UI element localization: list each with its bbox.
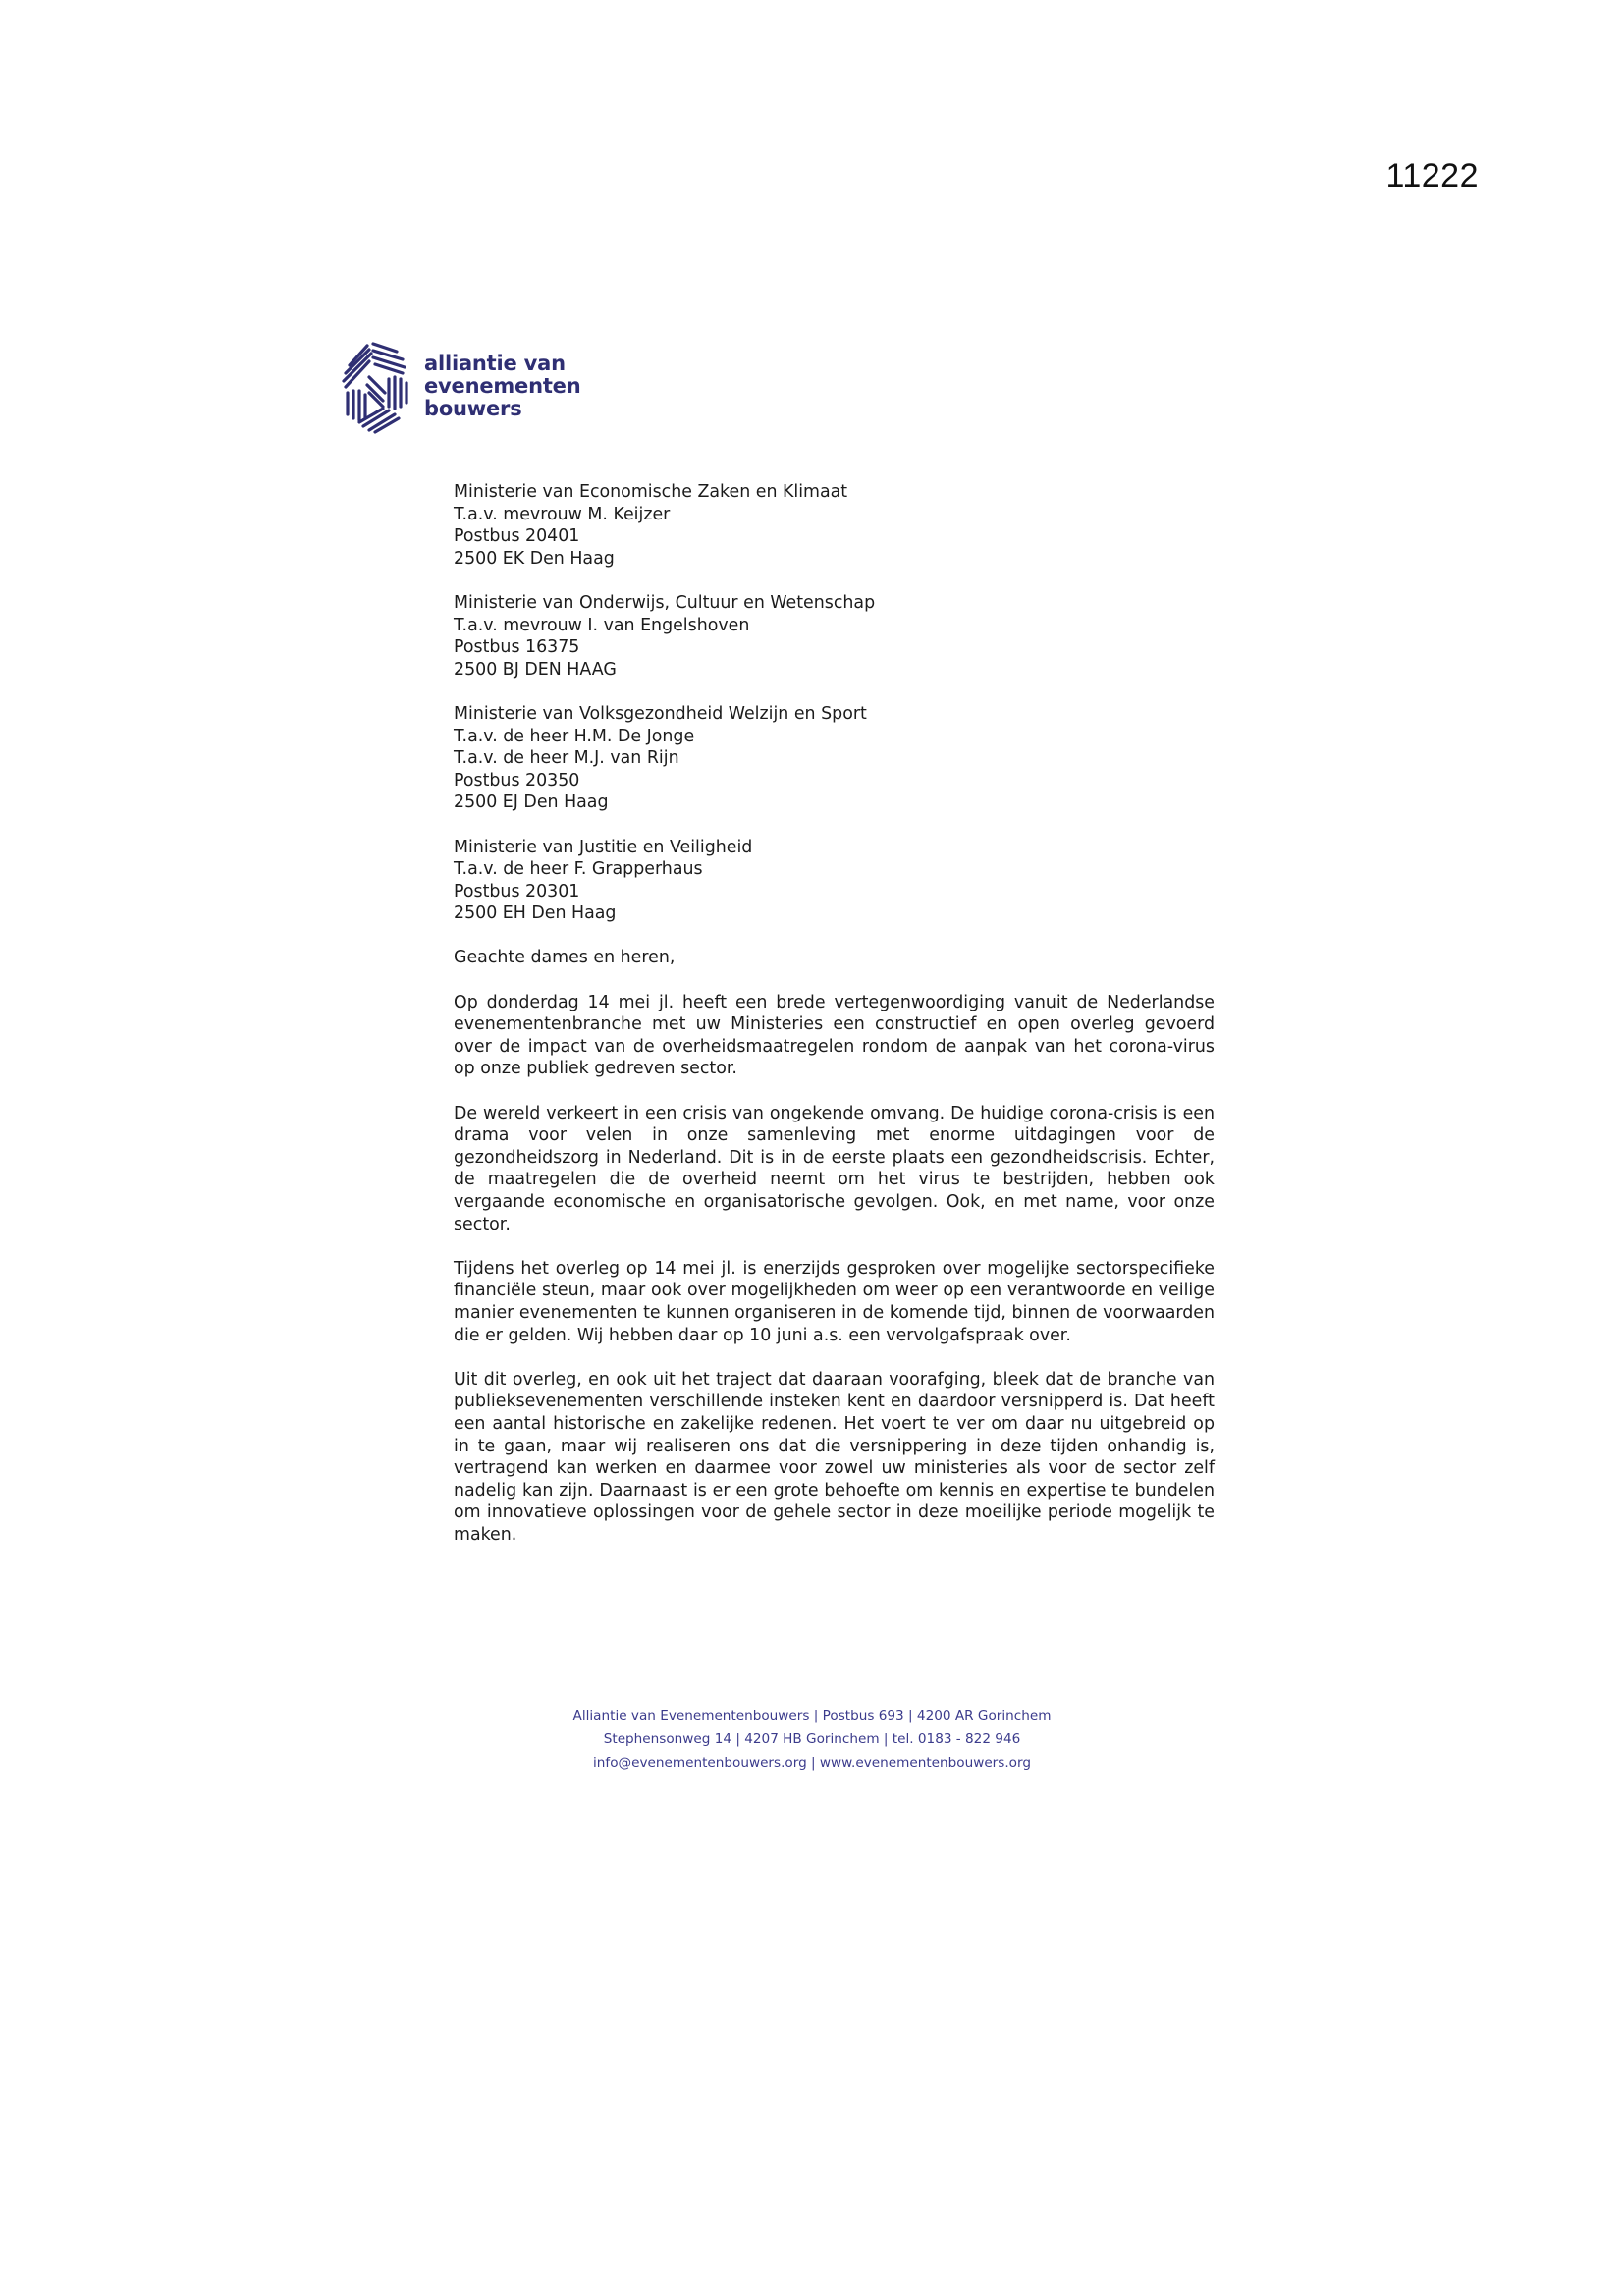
- address-line: 2500 EJ Den Haag: [454, 793, 609, 813]
- recipient-address: [454, 703, 1215, 814]
- address-line: Postbus 20401: [454, 526, 580, 547]
- body-paragraph: De wereld verkeert in een crisis van ongekende omvang. De huidige corona-crisis is een drama voor velen in onze samenleving met enorme uitdagingen voor de gezondheidszorg in Nederland. Dit is in de eerste plaats een gezondheidscrisis. Echter, de maatregelen die de overheid neemt om het virus te bestrijden, hebben ook vergaande economische en organisatorische gevolgen. Ook, en met name, voor onze sector.: [454, 1103, 1215, 1234]
- recipient-address: [454, 837, 1215, 925]
- footer-line: Stephensonweg 14 | 4207 HB Gorinchem | tel. 0183 - 822 946: [603, 1731, 1021, 1747]
- address-line: T.a.v. de heer H.M. De Jonge: [454, 726, 695, 746]
- address-line: Ministerie van Justitie en Veiligheid: [454, 837, 753, 857]
- address-line: 2500 EH Den Haag: [454, 903, 617, 924]
- address-line: Ministerie van Economische Zaken en Klimaat: [454, 482, 848, 502]
- address-line: Postbus 20350: [454, 770, 580, 791]
- logo-wordmark: [424, 353, 580, 420]
- alliance-logo-icon: [340, 338, 410, 434]
- address-line: 2500 BJ DEN HAAG: [454, 659, 617, 680]
- logo-line: alliantie van: [424, 351, 566, 375]
- footer-line: info@evenementenbouwers.org | www.evenementenbouwers.org: [593, 1755, 1031, 1771]
- body-paragraph: Tijdens het overleg op 14 mei jl. is enerzijds gesproken over mogelijke sectorspecifieke financiële steun, maar ook over mogelijkheden om weer op een verantwoorde en veilige manier evenementen te kunnen organiseren in de komende tijd, binnen de voorwaarden die er gelden. Wij hebben daar op 10 juni a.s. een vervolgafspraak over.: [454, 1258, 1215, 1345]
- body-paragraph: Uit dit overleg, en ook uit het traject dat daaraan voorafging, bleek dat de branche van publieksevenementen verschillende insteken kent en daardoor versnipperd is. Dat heeft een aantal historische en zakelijke redenen. Het voert te ver om daar nu uitgebreid op in te gaan, maar wij realiseren ons dat die versnippering in deze tijden onhandig is, vertragend kan werken en daarmee voor zowel uw ministeries als voor de sector zelf nadelig kan zijn. Daarnaast is er een grote behoefte om kennis en expertise te bundelen om innovatieve oplossingen voor de gehele sector in deze moeilijke periode mogelijk te maken.: [454, 1369, 1215, 1545]
- address-line: Postbus 20301: [454, 881, 580, 902]
- logo-line: bouwers: [424, 396, 522, 420]
- address-line: T.a.v. de heer F. Grapperhaus: [454, 859, 703, 880]
- address-line: T.a.v. mevrouw M. Keijzer: [454, 504, 671, 524]
- letter-body: [454, 481, 1215, 1568]
- address-line: Ministerie van Onderwijs, Cultuur en Wetenschap: [454, 592, 876, 613]
- letter-footer: [0, 1704, 1624, 1775]
- footer-line: Alliantie van Evenementenbouwers | Postbus 693 | 4200 AR Gorinchem: [572, 1708, 1052, 1723]
- address-line: T.a.v. de heer M.J. van Rijn: [454, 748, 679, 769]
- recipient-address: [454, 592, 1215, 681]
- recipient-address: [454, 481, 1215, 570]
- logo-line: evenementen: [424, 373, 581, 398]
- address-line: Ministerie van Volksgezondheid Welzijn en Sport: [454, 703, 867, 724]
- address-line: Postbus 16375: [454, 637, 580, 658]
- body-paragraph: Op donderdag 14 mei jl. heeft een brede vertegenwoordiging vanuit de Nederlandse evenementenbranche met uw Ministeries een constructief en open overleg gevoerd over de impact van de overheidsmaatregelen rondom de aanpak van het corona-virus op onze publiek gedreven sector.: [454, 992, 1215, 1079]
- company-logo: [340, 338, 580, 434]
- address-line: 2500 EK Den Haag: [454, 548, 615, 569]
- address-line: T.a.v. mevrouw I. van Engelshoven: [454, 615, 750, 635]
- document-number: 11222: [1385, 157, 1479, 194]
- salutation: Geachte dames en heren,: [454, 948, 676, 968]
